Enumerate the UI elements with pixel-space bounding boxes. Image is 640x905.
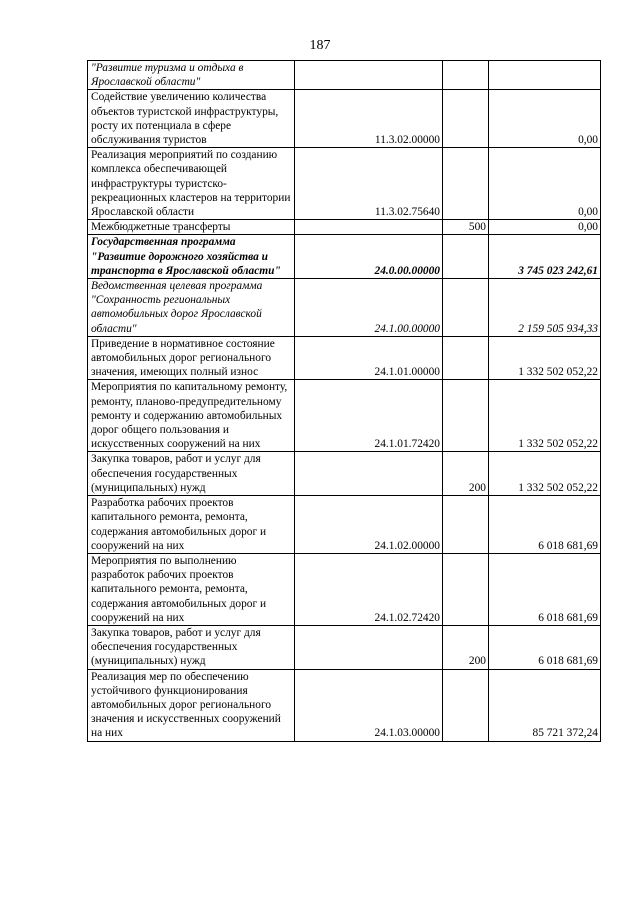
table-row	[88, 336, 601, 380]
row-name-cell: "Развитие туризма и отдыха в Ярославской области"	[88, 61, 295, 90]
row-code-cell: 11.3.02.75640	[295, 148, 443, 220]
row-name-cell: Межбюджетные трансферты	[88, 220, 295, 235]
row-name-cell: Ведомственная целевая программа "Сохранность региональных автомобильных дорог Ярославской области"	[88, 279, 295, 337]
row-name-cell: Государственная программа "Развитие дорожного хозяйства и транспорта в Ярославской области"	[88, 235, 295, 279]
budget-table-body	[88, 61, 601, 742]
row-expense-type-cell: 500	[443, 220, 489, 235]
row-name-cell: Мероприятия по капитальному ремонту, ремонту, планово-предупредительному ремонту и содержанию автомобильных дорог общего пользования и искусственных сооружений на них	[88, 380, 295, 452]
row-name-cell: Содействие увеличению количества объектов туристской инфраструктуры, росту их потенциала в сфере обслуживания туристов	[88, 90, 295, 148]
row-amount-cell: 6 018 681,69	[489, 496, 601, 554]
row-code-cell	[295, 625, 443, 669]
table-row	[88, 669, 601, 741]
row-amount-cell: 85 721 372,24	[489, 669, 601, 741]
table-row	[88, 279, 601, 337]
row-expense-type-cell: 200	[443, 452, 489, 496]
table-row	[88, 90, 601, 148]
row-code-cell: 11.3.02.00000	[295, 90, 443, 148]
row-amount-cell: 0,00	[489, 220, 601, 235]
table-row	[88, 235, 601, 279]
table-row	[88, 148, 601, 220]
row-name-cell: Закупка товаров, работ и услуг для обеспечения государственных (муниципальных) нужд	[88, 625, 295, 669]
row-amount-cell: 1 332 502 052,22	[489, 452, 601, 496]
row-code-cell	[295, 220, 443, 235]
row-name-cell: Мероприятия по выполнению разработок рабочих проектов капитального ремонта, ремонта, содержания автомобильных дорог и сооружений на них	[88, 553, 295, 625]
row-code-cell	[295, 61, 443, 90]
row-amount-cell: 6 018 681,69	[489, 553, 601, 625]
row-name-cell: Закупка товаров, работ и услуг для обеспечения государственных (муниципальных) нужд	[88, 452, 295, 496]
row-expense-type-cell	[443, 496, 489, 554]
row-amount-cell: 3 745 023 242,61	[489, 235, 601, 279]
row-expense-type-cell	[443, 61, 489, 90]
row-expense-type-cell	[443, 235, 489, 279]
row-code-cell: 24.1.02.72420	[295, 553, 443, 625]
row-code-cell: 24.1.02.00000	[295, 496, 443, 554]
row-name-cell: Разработка рабочих проектов капитального ремонта, ремонта, содержания автомобильных дорог и сооружений на них	[88, 496, 295, 554]
row-code-cell: 24.1.00.00000	[295, 279, 443, 337]
row-name-cell: Приведение в нормативное состояние автомобильных дорог регионального значения, имеющих полный износ	[88, 336, 295, 380]
row-amount-cell: 0,00	[489, 90, 601, 148]
row-name-cell: Реализация мер по обеспечению устойчивого функционирования автомобильных дорог регионального значения и искусственных сооружений на них	[88, 669, 295, 741]
row-amount-cell: 0,00	[489, 148, 601, 220]
row-code-cell: 24.1.01.00000	[295, 336, 443, 380]
row-expense-type-cell	[443, 90, 489, 148]
row-code-cell	[295, 452, 443, 496]
row-expense-type-cell	[443, 279, 489, 337]
row-amount-cell	[489, 61, 601, 90]
page-number: 187	[309, 38, 331, 53]
row-code-cell: 24.0.00.00000	[295, 235, 443, 279]
table-row	[88, 625, 601, 669]
table-row	[88, 553, 601, 625]
row-expense-type-cell	[443, 553, 489, 625]
row-code-cell: 24.1.03.00000	[295, 669, 443, 741]
row-amount-cell: 1 332 502 052,22	[489, 336, 601, 380]
table-row	[88, 452, 601, 496]
row-expense-type-cell	[443, 380, 489, 452]
table-row	[88, 496, 601, 554]
row-amount-cell: 1 332 502 052,22	[489, 380, 601, 452]
row-amount-cell: 6 018 681,69	[489, 625, 601, 669]
table-row	[88, 380, 601, 452]
table-row	[88, 61, 601, 90]
table-row	[88, 220, 601, 235]
row-expense-type-cell	[443, 669, 489, 741]
row-expense-type-cell: 200	[443, 625, 489, 669]
row-expense-type-cell	[443, 336, 489, 380]
row-code-cell: 24.1.01.72420	[295, 380, 443, 452]
row-amount-cell: 2 159 505 934,33	[489, 279, 601, 337]
row-expense-type-cell	[443, 148, 489, 220]
budget-table	[87, 60, 601, 742]
row-name-cell: Реализация мероприятий по созданию комплекса обеспечивающей инфраструктуры туристско-рекреационных кластеров на территории Ярославской области	[88, 148, 295, 220]
